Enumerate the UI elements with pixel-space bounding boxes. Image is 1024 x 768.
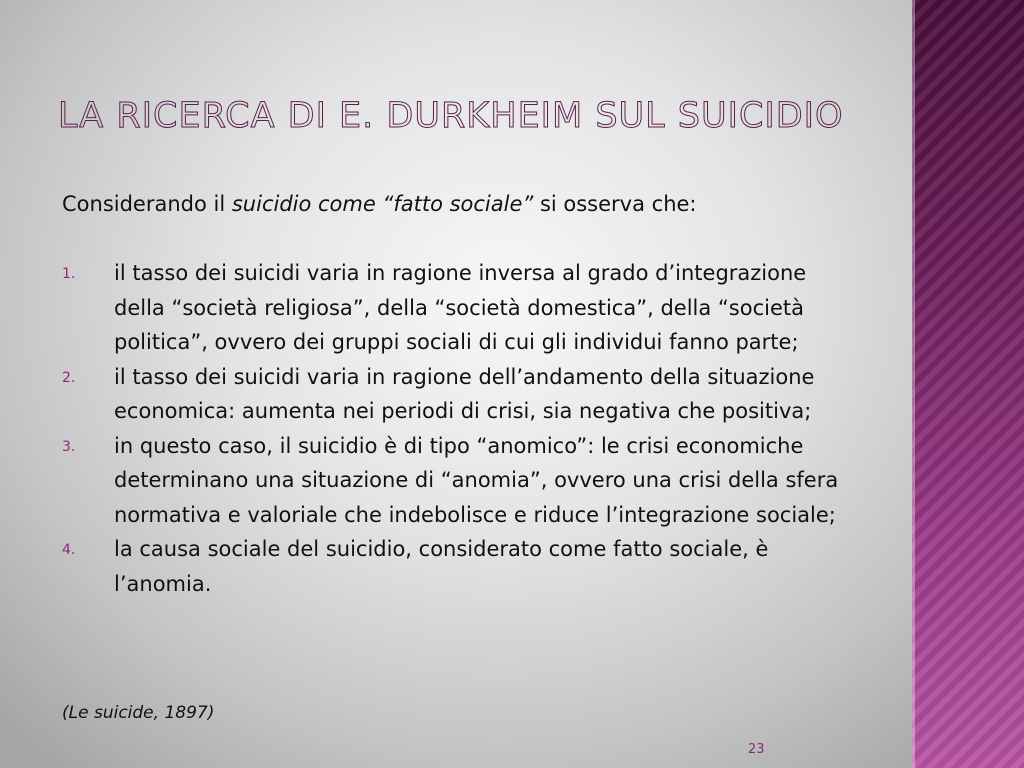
numbered-list bbox=[62, 256, 852, 601]
citation: (Le suicide, 1897) bbox=[62, 703, 215, 723]
list-item bbox=[62, 532, 852, 601]
list-item-text: la causa sociale del suicidio, considerato come fatto sociale, è l’anomia. bbox=[114, 537, 769, 596]
intro-italic-phrase: suicidio come “fatto sociale” bbox=[231, 192, 534, 216]
list-item-text: in questo caso, il suicidio è di tipo “anomico”: le crisi economiche determinano una situazione di “anomia”, ovvero una crisi della sfera normativa e valoriale che indebolisce e riduce l’integrazione sociale; bbox=[114, 433, 839, 527]
decorative-side-strip bbox=[912, 0, 1024, 768]
page-number: 23 bbox=[748, 742, 765, 757]
list-item bbox=[62, 360, 852, 429]
list-item bbox=[62, 429, 852, 533]
list-item-number: 3. bbox=[62, 438, 76, 455]
list-item-number: 4. bbox=[62, 542, 76, 558]
intro-paragraph bbox=[62, 188, 697, 220]
intro-text-start: Considerando il bbox=[62, 192, 232, 216]
list-item-text: il tasso dei suicidi varia in ragione dell’andamento della situazione economica: aumenta nei periodi di crisi, sia negativa che positiva; bbox=[114, 364, 815, 423]
list-item-text: il tasso dei suicidi varia in ragione inversa al grado d’integrazione della “società religiosa”, della “società domestica”, della “società politica”, ovvero dei gruppi sociali di cui gli individui fanno parte; bbox=[114, 261, 807, 354]
list-item-number: 2. bbox=[62, 369, 76, 386]
list-item bbox=[62, 256, 852, 360]
list-item-number: 1. bbox=[62, 266, 76, 282]
intro-text-end: si osserva che: bbox=[533, 192, 697, 216]
slide-title: LA RICERCA DI E. DURKHEIM SUL SUICIDIO bbox=[58, 96, 844, 136]
